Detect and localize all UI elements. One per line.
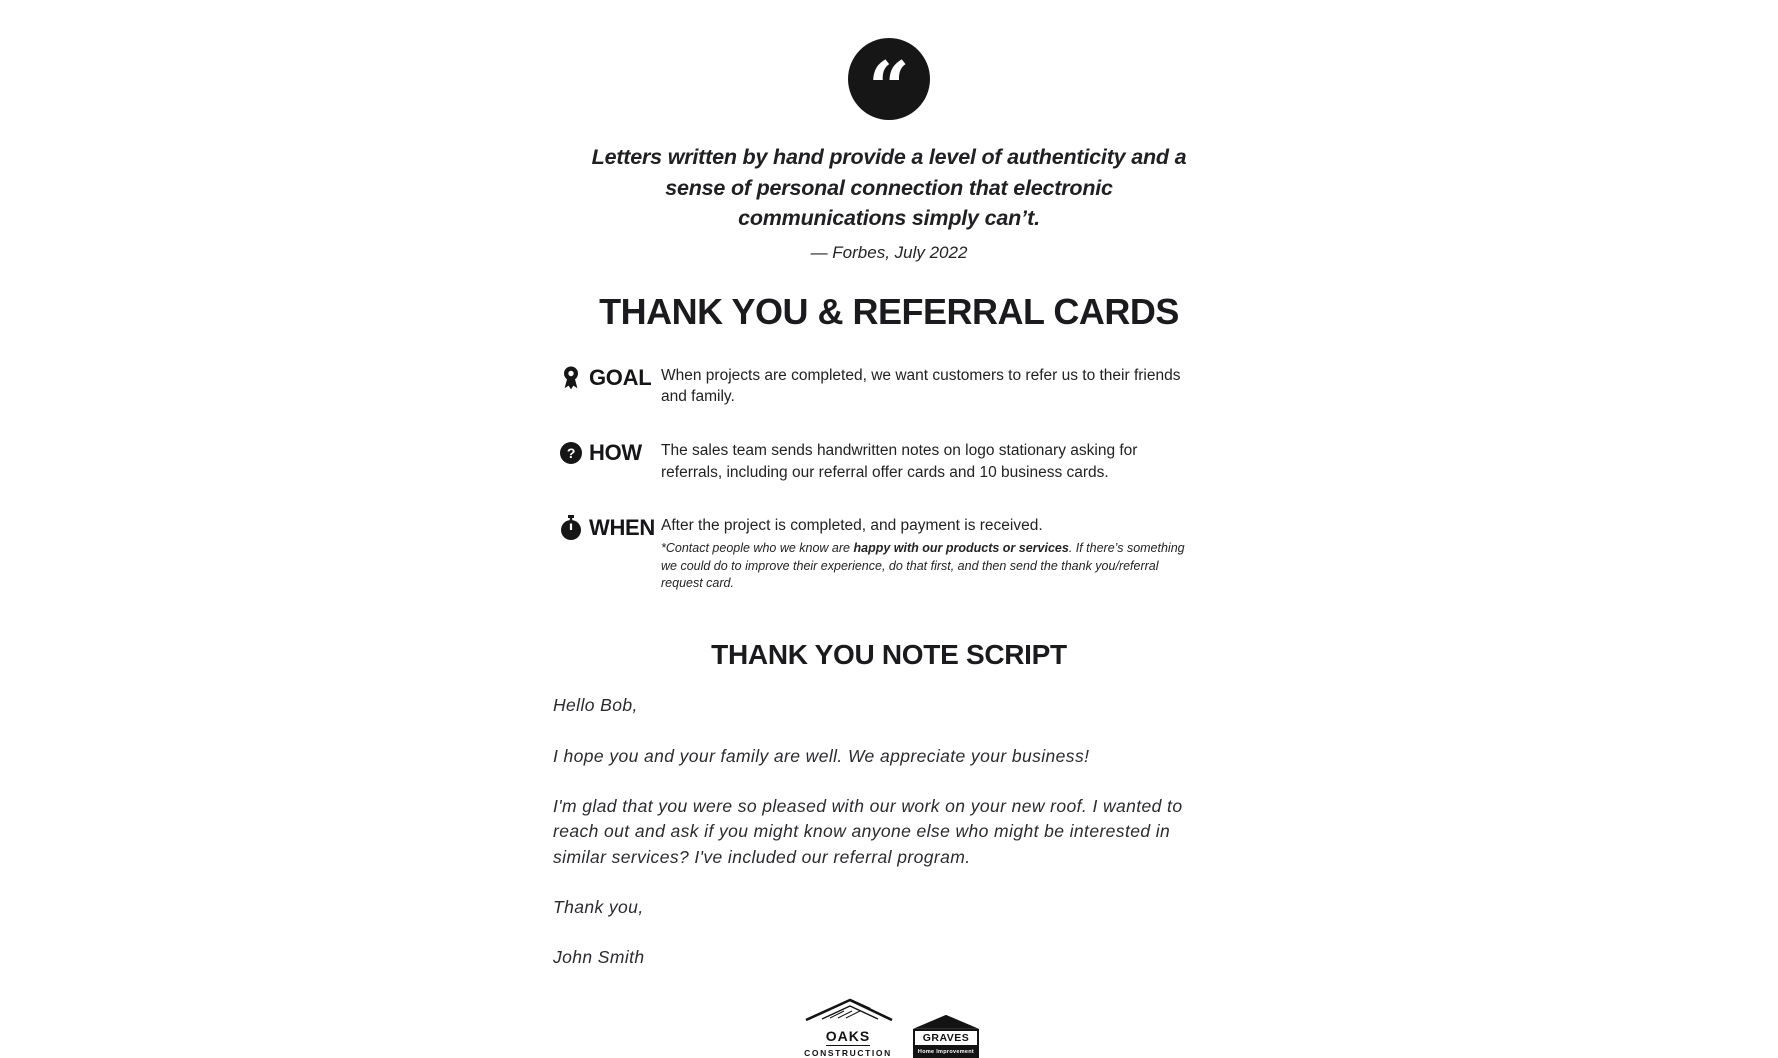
footer-logos [549,996,1229,1058]
script-heading: THANK YOU NOTE SCRIPT [711,639,1067,671]
roof-silhouette-icon [913,1015,979,1029]
page-title: THANK YOU & REFERRAL CARDS [599,290,1179,332]
pull-quote-line: sense of personal connection that electronic [665,175,1113,200]
section-how-head [559,440,661,466]
quote-icon [848,38,930,120]
section-how [559,440,1229,483]
note-greeting: Hello Bob, [553,695,638,716]
graves-logo-subtitle: Home Improvement [913,1047,979,1058]
section-goal-head [559,365,661,391]
info-sections [549,365,1229,594]
stopwatch-icon [559,515,583,541]
section-goal-text: When projects are completed, we want customers to refer us to their friends and family. [661,366,1181,406]
pull-quote-line: communications simply can’t. [738,206,1040,231]
award-icon [559,365,583,391]
oaks-logo-name: OAKS [825,1027,871,1044]
pull-quote [549,142,1229,234]
quote-attribution: — Forbes, July 2022 [810,242,968,262]
oaks-construction-logo [799,996,897,1058]
section-when-note: *Contact people who we know are happy with our products or services. If there’s something we could do to improve their experience, do that first, and then send the thank you/referral request card. [661,540,1185,591]
note-paragraph: I hope you and your family are well. We appreciate your business! [553,745,1090,766]
graves-logo-name: GRAVES [913,1029,979,1047]
section-when [559,515,1229,593]
document-page [549,0,1229,1058]
note-closing: Thank you, [553,897,644,918]
section-how-label: HOW [589,439,642,465]
section-when-text [661,515,1185,593]
section-goal [559,365,1229,408]
pull-quote-line: Letters written by hand provide a level of authenticity and a [591,145,1187,169]
oaks-logo-subtitle: CONSTRUCTION [804,1047,892,1058]
section-when-main: After the project is completed, and payment is received. [661,517,1043,535]
quote-glyph: “ [868,45,910,120]
note-signature: John Smith [553,947,645,968]
section-when-label: WHEN [589,515,656,541]
section-when-head [559,515,661,541]
question-icon: ? [559,440,583,466]
section-how-text: The sales team sends handwritten notes on logo stationary asking for referrals, including our referral offer cards and 10 business cards. [661,441,1138,481]
handwritten-note [549,693,1197,971]
section-goal-label: GOAL [589,364,652,390]
graves-logo [913,1015,979,1058]
note-paragraph: I'm glad that you were so pleased with our work on your new roof. I wanted to reach out and ask if you might know anyone else who might be interested in similar services? I've included our referral program. [553,795,1183,867]
